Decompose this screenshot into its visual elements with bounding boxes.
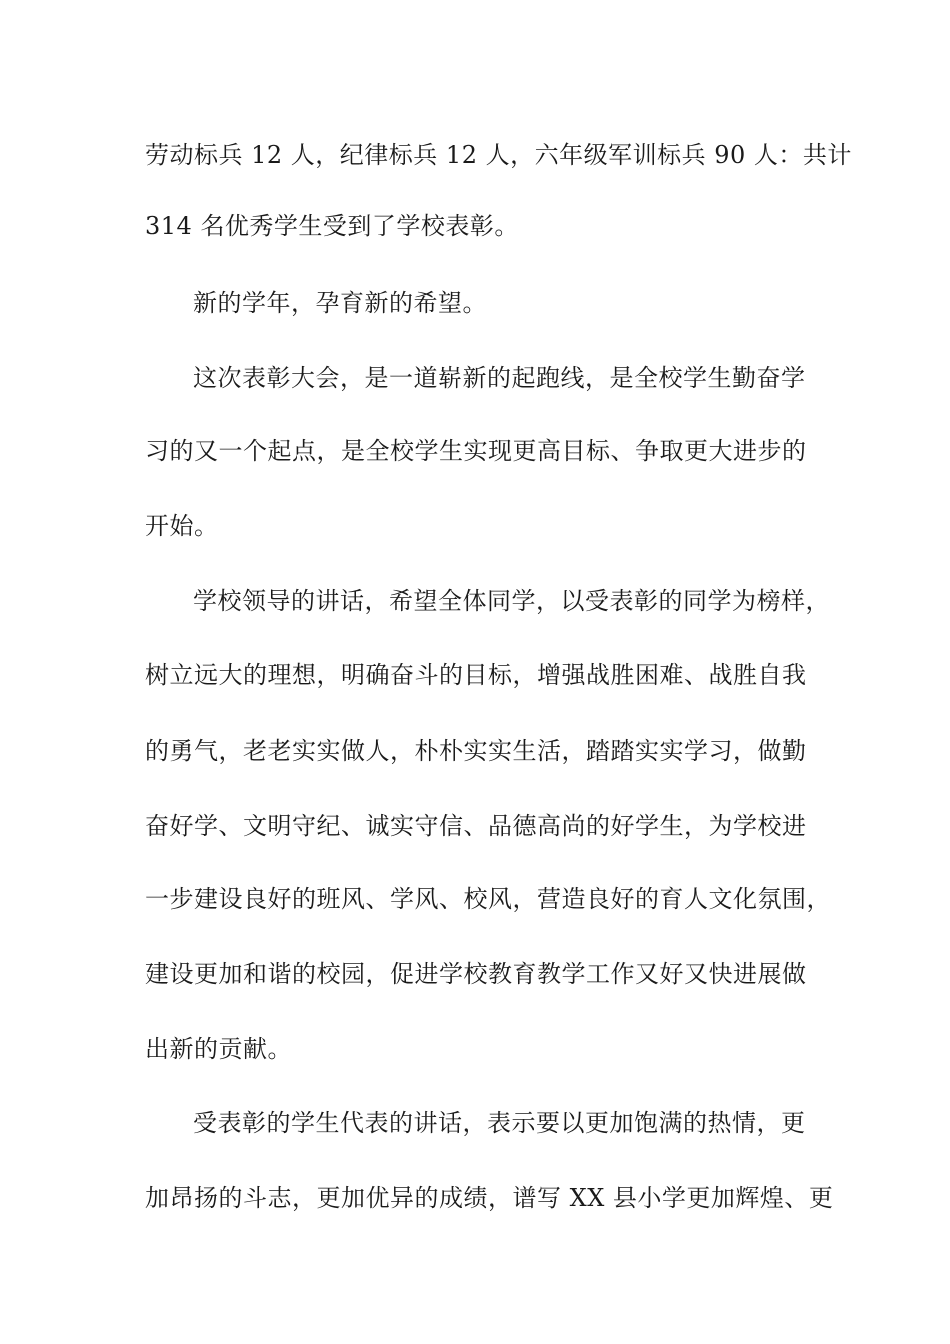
text-line: 建设更加和谐的校园，促进学校教育教学工作又好又快进展做	[145, 960, 807, 988]
text-line: 开始。	[145, 512, 219, 540]
text-line: 加昂扬的斗志，更加优异的成绩，谱写 XX 县小学更加辉煌、更	[145, 1184, 834, 1212]
text-line: 奋好学、文明守纪、诚实守信、品德高尚的好学生，为学校进	[145, 812, 807, 840]
text-line: 的勇气，老老实实做人，朴朴实实生活，踏踏实实学习，做勤	[145, 737, 807, 765]
text-line: 习的又一个起点，是全校学生实现更高目标、争取更大进步的	[145, 437, 807, 465]
text-line: 树立远大的理想，明确奋斗的目标，增强战胜困难、战胜自我	[145, 661, 807, 689]
text-line: 劳动标兵 12 人，纪律标兵 12 人，六年级军训标兵 90 人：共计	[145, 141, 852, 169]
paragraph-start-line: 这次表彰大会，是一道崭新的起跑线，是全校学生勤奋学	[193, 364, 806, 392]
paragraph-start-line: 新的学年，孕育新的希望。	[193, 289, 487, 317]
text-line: 314 名优秀学生受到了学校表彰。	[145, 212, 519, 240]
text-line: 出新的贡献。	[145, 1035, 292, 1063]
paragraph-start-line: 受表彰的学生代表的讲话，表示要以更加饱满的热情，更	[193, 1109, 806, 1137]
text-line: 一步建设良好的班风、学风、校风，营造良好的育人文化氛围，	[145, 885, 831, 913]
paragraph-start-line: 学校领导的讲话，希望全体同学，以受表彰的同学为榜样，	[193, 587, 830, 615]
